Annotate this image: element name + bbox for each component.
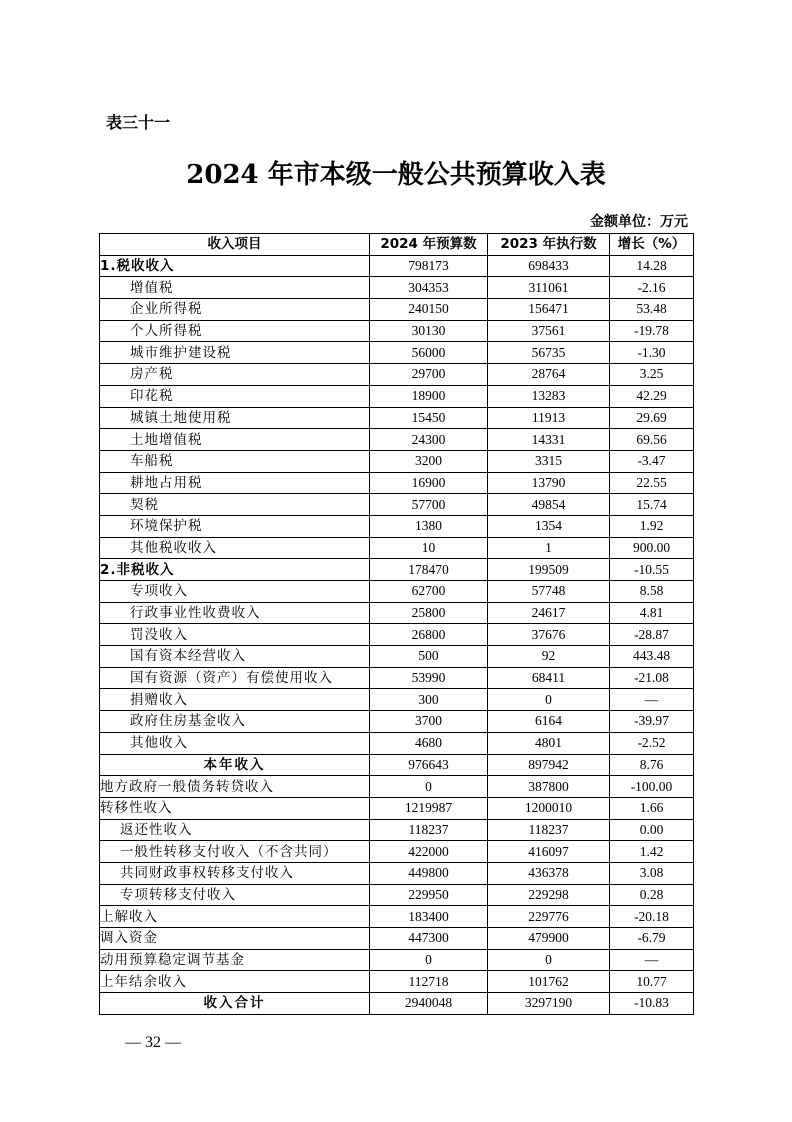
- row-growth: 0.28: [610, 884, 694, 906]
- row-actual-2023: 57748: [488, 581, 610, 603]
- row-actual-2023: 1: [488, 537, 610, 559]
- row-budget-2024: 447300: [370, 928, 488, 950]
- row-growth: -100.00: [610, 776, 694, 798]
- row-item-name: 车船税: [100, 450, 370, 472]
- header-growth: 增长（%）: [610, 234, 694, 256]
- row-budget-2024: 449800: [370, 862, 488, 884]
- row-item-name: 罚没收入: [100, 624, 370, 646]
- row-actual-2023: 3315: [488, 450, 610, 472]
- row-growth: 900.00: [610, 537, 694, 559]
- row-growth: -10.55: [610, 559, 694, 581]
- row-item-name: 政府住房基金收入: [100, 711, 370, 733]
- table-row: [100, 450, 694, 472]
- row-budget-2024: 10: [370, 537, 488, 559]
- row-budget-2024: 4680: [370, 732, 488, 754]
- table-row: [100, 385, 694, 407]
- table-row: [100, 754, 694, 776]
- row-growth: -28.87: [610, 624, 694, 646]
- row-actual-2023: 92: [488, 646, 610, 668]
- row-item-name: 国有资本经营收入: [100, 646, 370, 668]
- row-actual-2023: 0: [488, 689, 610, 711]
- table-row: [100, 797, 694, 819]
- table-header-row: [100, 234, 694, 256]
- row-actual-2023: 11913: [488, 407, 610, 429]
- row-item-name: 行政事业性收费收入: [100, 602, 370, 624]
- table-row: [100, 342, 694, 364]
- row-item-name: 房产税: [100, 364, 370, 386]
- row-growth: 15.74: [610, 494, 694, 516]
- row-growth: -2.52: [610, 732, 694, 754]
- row-budget-2024: 53990: [370, 667, 488, 689]
- row-budget-2024: 304353: [370, 277, 488, 299]
- budget-table: [99, 233, 694, 1015]
- row-budget-2024: 24300: [370, 429, 488, 451]
- row-growth: 1.66: [610, 797, 694, 819]
- row-budget-2024: 16900: [370, 472, 488, 494]
- row-budget-2024: 798173: [370, 255, 488, 277]
- row-item-name: 专项收入: [100, 581, 370, 603]
- row-actual-2023: 4801: [488, 732, 610, 754]
- row-item-name: 城市维护建设税: [100, 342, 370, 364]
- row-actual-2023: 37561: [488, 320, 610, 342]
- row-actual-2023: 118237: [488, 819, 610, 841]
- row-actual-2023: 229776: [488, 906, 610, 928]
- table-row: [100, 559, 694, 581]
- row-budget-2024: 0: [370, 949, 488, 971]
- row-growth: 22.55: [610, 472, 694, 494]
- header-item: 收入项目: [100, 234, 370, 256]
- row-actual-2023: 1200010: [488, 797, 610, 819]
- row-growth: 14.28: [610, 255, 694, 277]
- row-actual-2023: 416097: [488, 841, 610, 863]
- row-actual-2023: 156471: [488, 299, 610, 321]
- row-growth: 53.48: [610, 299, 694, 321]
- row-budget-2024: 3200: [370, 450, 488, 472]
- table-row: [100, 429, 694, 451]
- header-budget-2024: 2024 年预算数: [370, 234, 488, 256]
- row-growth: 69.56: [610, 429, 694, 451]
- row-item-name: 增值税: [100, 277, 370, 299]
- table-row: [100, 776, 694, 798]
- row-budget-2024: 229950: [370, 884, 488, 906]
- row-growth: 3.25: [610, 364, 694, 386]
- row-item-name: 国有资源（资产）有偿使用收入: [100, 667, 370, 689]
- row-growth: -1.30: [610, 342, 694, 364]
- row-actual-2023: 37676: [488, 624, 610, 646]
- row-item-name: 上年结余收入: [100, 971, 370, 993]
- row-item-name: 契税: [100, 494, 370, 516]
- table-row: [100, 971, 694, 993]
- table-row: [100, 906, 694, 928]
- table-body: [100, 255, 694, 1014]
- table-row: [100, 407, 694, 429]
- row-growth: -6.79: [610, 928, 694, 950]
- table-row: [100, 624, 694, 646]
- row-budget-2024: 183400: [370, 906, 488, 928]
- row-growth: -2.16: [610, 277, 694, 299]
- row-item-name: 1.税收收入: [100, 255, 370, 277]
- row-actual-2023: 6164: [488, 711, 610, 733]
- row-item-name: 印花税: [100, 385, 370, 407]
- row-budget-2024: 112718: [370, 971, 488, 993]
- row-growth: 1.92: [610, 515, 694, 537]
- row-item-name: 其他收入: [100, 732, 370, 754]
- table-row: [100, 884, 694, 906]
- row-growth: -19.78: [610, 320, 694, 342]
- table-row: [100, 299, 694, 321]
- row-actual-2023: 387800: [488, 776, 610, 798]
- table-row: [100, 494, 694, 516]
- row-item-name: 专项转移支付收入: [100, 884, 370, 906]
- row-growth: -3.47: [610, 450, 694, 472]
- row-budget-2024: 976643: [370, 754, 488, 776]
- table-row: [100, 646, 694, 668]
- row-budget-2024: 29700: [370, 364, 488, 386]
- row-item-name: 转移性收入: [100, 797, 370, 819]
- row-budget-2024: 26800: [370, 624, 488, 646]
- row-item-name: 返还性收入: [100, 819, 370, 841]
- row-budget-2024: 30130: [370, 320, 488, 342]
- row-actual-2023: 479900: [488, 928, 610, 950]
- row-growth: 10.77: [610, 971, 694, 993]
- row-growth: -21.08: [610, 667, 694, 689]
- row-growth: 4.81: [610, 602, 694, 624]
- row-budget-2024: 500: [370, 646, 488, 668]
- unit-note: 金额单位：万元: [590, 214, 688, 230]
- row-budget-2024: 62700: [370, 581, 488, 603]
- row-budget-2024: 118237: [370, 819, 488, 841]
- row-actual-2023: 14331: [488, 429, 610, 451]
- row-growth: 3.08: [610, 862, 694, 884]
- table-row: [100, 277, 694, 299]
- row-growth: 29.69: [610, 407, 694, 429]
- row-actual-2023: 229298: [488, 884, 610, 906]
- row-budget-2024: 422000: [370, 841, 488, 863]
- row-actual-2023: 3297190: [488, 993, 610, 1015]
- table-row: [100, 862, 694, 884]
- table-row: [100, 819, 694, 841]
- row-item-name: 收入合计: [100, 993, 370, 1015]
- row-item-name: 企业所得税: [100, 299, 370, 321]
- table-row: [100, 320, 694, 342]
- row-item-name: 捐赠收入: [100, 689, 370, 711]
- row-item-name: 个人所得税: [100, 320, 370, 342]
- page-title: 2024 年市本级一般公共预算收入表: [186, 160, 606, 190]
- row-budget-2024: 3700: [370, 711, 488, 733]
- table-row: [100, 537, 694, 559]
- row-actual-2023: 68411: [488, 667, 610, 689]
- row-actual-2023: 0: [488, 949, 610, 971]
- row-actual-2023: 698433: [488, 255, 610, 277]
- row-actual-2023: 24617: [488, 602, 610, 624]
- row-budget-2024: 18900: [370, 385, 488, 407]
- table-label: 表三十一: [106, 113, 171, 132]
- table-row: [100, 711, 694, 733]
- row-growth: 8.76: [610, 754, 694, 776]
- row-actual-2023: 311061: [488, 277, 610, 299]
- row-item-name: 共同财政事权转移支付收入: [100, 862, 370, 884]
- row-budget-2024: 1219987: [370, 797, 488, 819]
- row-item-name: 动用预算稳定调节基金: [100, 949, 370, 971]
- row-growth: 443.48: [610, 646, 694, 668]
- row-item-name: 耕地占用税: [100, 472, 370, 494]
- row-item-name: 环境保护税: [100, 515, 370, 537]
- row-growth: 8.58: [610, 581, 694, 603]
- row-actual-2023: 13283: [488, 385, 610, 407]
- row-budget-2024: 240150: [370, 299, 488, 321]
- row-item-name: 城镇土地使用税: [100, 407, 370, 429]
- row-actual-2023: 199509: [488, 559, 610, 581]
- row-budget-2024: 178470: [370, 559, 488, 581]
- table-row: [100, 667, 694, 689]
- table-row: [100, 993, 694, 1015]
- table-row: [100, 581, 694, 603]
- row-budget-2024: 56000: [370, 342, 488, 364]
- row-actual-2023: 436378: [488, 862, 610, 884]
- table-row: [100, 732, 694, 754]
- row-growth: -39.97: [610, 711, 694, 733]
- row-actual-2023: 13790: [488, 472, 610, 494]
- row-growth: —: [610, 949, 694, 971]
- row-actual-2023: 1354: [488, 515, 610, 537]
- row-budget-2024: 25800: [370, 602, 488, 624]
- row-growth: 0.00: [610, 819, 694, 841]
- row-item-name: 本年收入: [100, 754, 370, 776]
- row-growth: -10.83: [610, 993, 694, 1015]
- page-number: — 32 —: [125, 1034, 181, 1051]
- row-budget-2024: 300: [370, 689, 488, 711]
- row-item-name: 地方政府一般债务转贷收入: [100, 776, 370, 798]
- row-budget-2024: 0: [370, 776, 488, 798]
- row-budget-2024: 57700: [370, 494, 488, 516]
- row-budget-2024: 15450: [370, 407, 488, 429]
- row-growth: —: [610, 689, 694, 711]
- table-row: [100, 841, 694, 863]
- row-actual-2023: 28764: [488, 364, 610, 386]
- table-row: [100, 515, 694, 537]
- row-item-name: 土地增值税: [100, 429, 370, 451]
- table-row: [100, 364, 694, 386]
- row-actual-2023: 49854: [488, 494, 610, 516]
- row-item-name: 一般性转移支付收入（不含共同）: [100, 841, 370, 863]
- row-item-name: 2.非税收入: [100, 559, 370, 581]
- table-row: [100, 255, 694, 277]
- row-growth: 42.29: [610, 385, 694, 407]
- row-actual-2023: 56735: [488, 342, 610, 364]
- row-actual-2023: 101762: [488, 971, 610, 993]
- table-row: [100, 689, 694, 711]
- table-row: [100, 949, 694, 971]
- row-actual-2023: 897942: [488, 754, 610, 776]
- row-item-name: 调入资金: [100, 928, 370, 950]
- header-actual-2023: 2023 年执行数: [488, 234, 610, 256]
- table-row: [100, 472, 694, 494]
- row-growth: -20.18: [610, 906, 694, 928]
- row-budget-2024: 2940048: [370, 993, 488, 1015]
- row-budget-2024: 1380: [370, 515, 488, 537]
- table-row: [100, 602, 694, 624]
- row-item-name: 其他税收收入: [100, 537, 370, 559]
- row-item-name: 上解收入: [100, 906, 370, 928]
- table-row: [100, 928, 694, 950]
- row-growth: 1.42: [610, 841, 694, 863]
